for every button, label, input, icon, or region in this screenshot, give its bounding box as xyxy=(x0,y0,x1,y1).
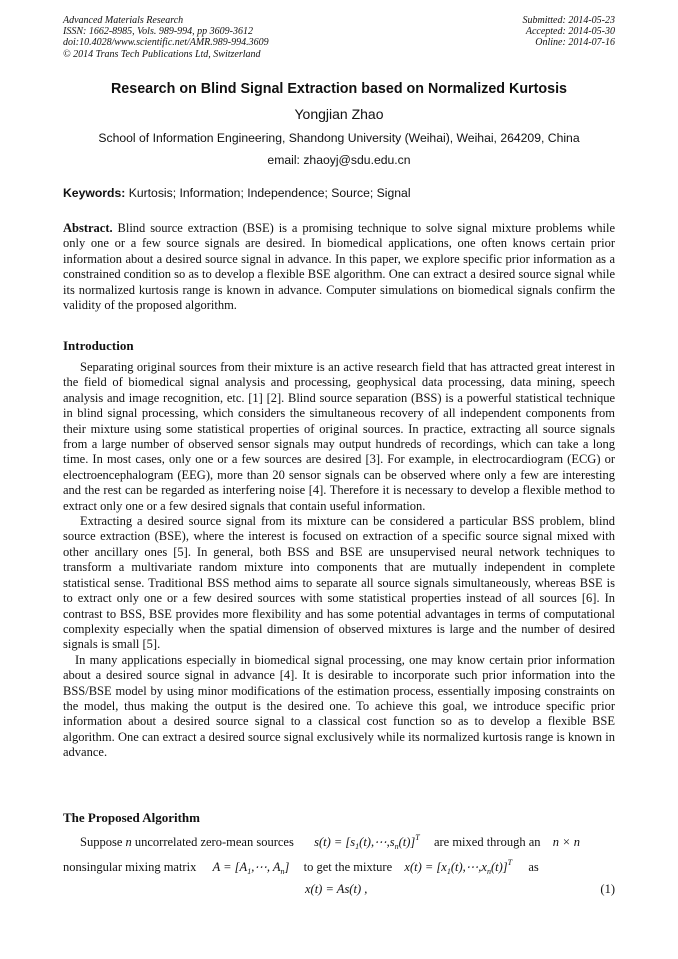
mixing-matrix: $A = [A_1,\cdots$, $A_n$] xyxy=(212,860,290,876)
paper-author: Yongjian Zhao xyxy=(294,106,384,122)
author-email[interactable]: email: zhaoyj@sdu.edu.cn xyxy=(267,153,411,167)
intro-paragraph-1: Separating original sources from their mixture is an active research field that has attracted great interest in the field of biomedical signal analysis and processing, geophysical data processing, data mining, speech analysis and image recognition, etc. [1] [2]. Blind source separation (BSS) is a powerful statistical technique in blind signal processing, which considers the simultaneous recovery of all independent components from their mixture using some statistical properties of original sources. In practice, extracting all source signals from a large number of observed sensor signals may output hundreds of recordings, which can take a long time. In most cases, only one or a few sources are desired [3]. For example, in electrocardiogram (ECG) or electroencephalogram (EEG), more than 20 sensor signals can be observed where only a few are interesting and the rest can be regarded as interfering noise [4]. Therefore it is necessary to develop a flexible method to extract only one or a few desired signals that contain useful information. xyxy=(63,360,615,513)
header-accepted: Accepted: 2014-05-30 xyxy=(525,26,615,38)
header-journal-name: Advanced Materials Research xyxy=(63,15,184,26)
keywords-text: Kurtosis; Information; Independence; Source; Signal xyxy=(125,186,411,200)
header-online: Online: 2014-07-16 xyxy=(535,37,615,49)
mixture-vector: $x(t) = [x_1(t),\cdots,x_n(t)]^T$ xyxy=(404,858,513,876)
keywords-label: Keywords: xyxy=(63,186,126,200)
header-submitted: Submitted: 2014-05-23 xyxy=(522,15,615,26)
header-doi[interactable]: doi:10.4028/www.scientific.net/AMR.989-994.3609 xyxy=(63,37,269,49)
intro-paragraph-2: Extracting a desired source signal from its mixture can be considered a particular BSS problem, blind source extraction (BSE), where the interest is focused on extraction of a specific source signal mixed with other ancillary ones [5]. In general, both BSS and BSE are unsupervised neural network techniques to transform a multivariate random mixture into components that are mutually independent in complete statistical sense. Traditional BSS method aims to separate all source signals simultaneously, whereas BSE is to extract only one or a few desired sources with some statistical properties instead of all sources [6]. In contrast to BSS, BSE provides more flexibility and has some potential advantages in terms of computational complexity especially when the spatial dimension of observed mixtures is large and the number of desired signals is small [5]. xyxy=(63,514,615,652)
header-issn: ISSN: 1662-8985, Vols. 989-994, pp 3609-3612 xyxy=(63,26,253,38)
section-heading-algorithm: The Proposed Algorithm xyxy=(63,810,200,825)
equation-1-number: (1) xyxy=(600,882,615,896)
abstract xyxy=(63,221,615,313)
algorithm-line-2: nonsingular mixing matrix $A = [A_1,\cdots$, $A_n$] to get the mixture $x(t) = [x_1(t),\cdots,x_n(t)]^T$ as xyxy=(63,858,539,876)
author-affiliation: School of Information Engineering, Shandong University (Weihai), Weihai, 264209, China xyxy=(98,131,580,145)
introduction-body xyxy=(63,360,615,761)
header-dates xyxy=(523,15,616,49)
abstract-label: Abstract. xyxy=(63,221,113,235)
intro-paragraph-3: In many applications especially in biomedical signal processing, one may know certain prior information about a desired source signal in advance [4]. It is desirable to incorporate such prior information into the BSS/BSE model by using minor modifications of the estimation process, essentially imposing constraints on the model, thus making the output is the desired one. To achieve this goal, we introduce specific prior information about a desired source signal to a classical cost function so as to develop a flexible BSE algorithm. One can extract a desired source signal exclusively while its normalized kurtosis range is known in advance. xyxy=(63,652,615,760)
abstract-text: Blind source extraction (BSE) is a promising technique to solve signal mixture problems while only one or a few source signals are desired. In biomedical applications, one often knows certain prior information about a desired source signal in advance. In this paper, we explore specific prior information as a constrained condition so as to develop a flexible BSE algorithm. One can extract a desired source signal while its normalized kurtosis range is known in advance. Computer simulations on biomedical signals confirm the validity of the proposed algorithm. xyxy=(63,221,615,313)
paper-title: Research on Blind Signal Extraction based on Normalized Kurtosis xyxy=(110,81,567,97)
header-publication-info xyxy=(63,15,269,60)
sources-vector: $s(t) = [s_1(t),\cdots,s_n(t)]^T$ xyxy=(314,833,420,851)
section-heading-introduction: Introduction xyxy=(63,338,134,353)
keywords xyxy=(63,186,615,200)
equation-1-body: x(t) = As(t) , xyxy=(305,882,368,896)
journal-header xyxy=(63,15,615,65)
algorithm-line-1: Suppose n uncorrelated zero-mean sources $s(t) = [s_1(t),\cdots,s_n(t)]^T$ are mixed through an n × n xyxy=(80,833,580,851)
header-copyright: © 2014 Trans Tech Publications Ltd, Switzerland xyxy=(63,48,261,60)
